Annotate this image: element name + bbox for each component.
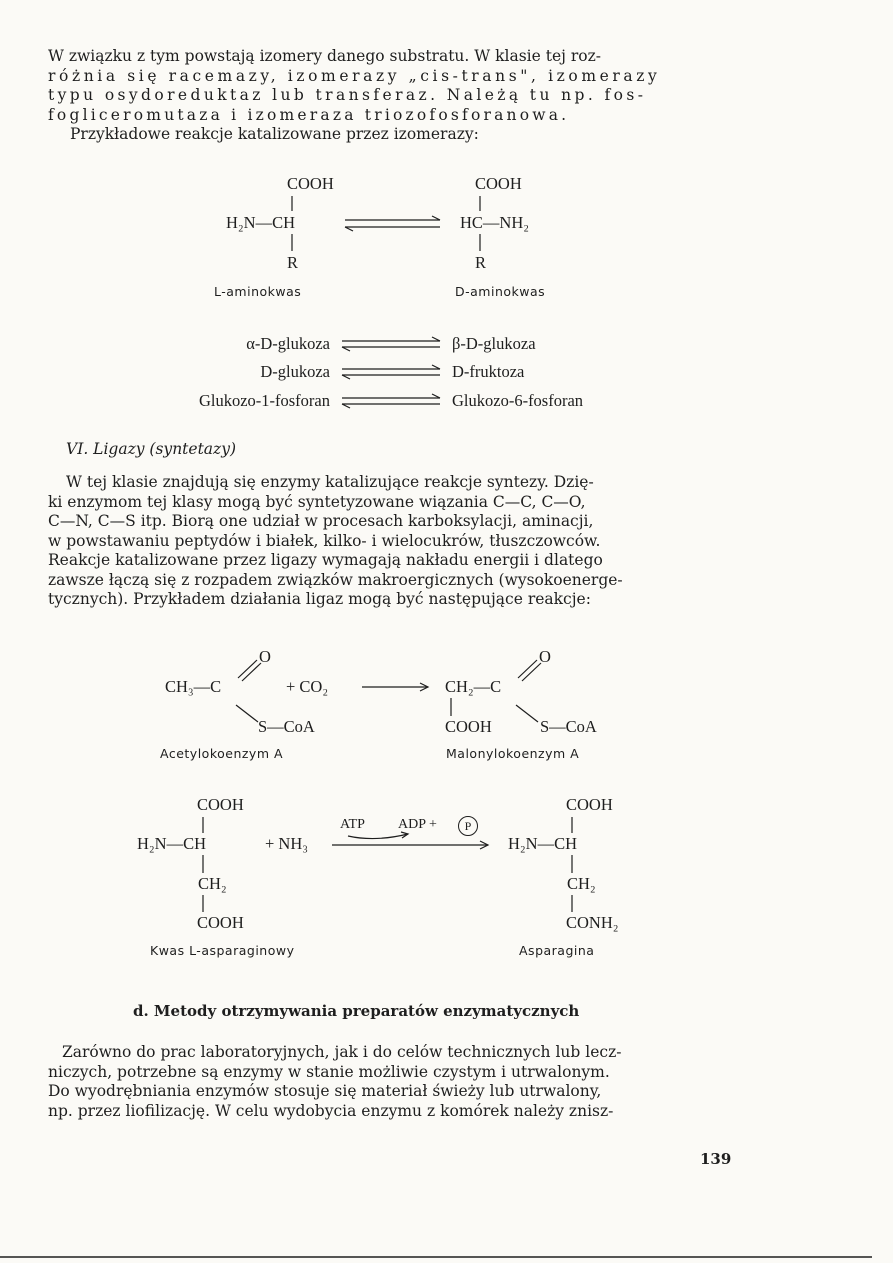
- isomer-right-2: D-fruktoza: [452, 362, 525, 381]
- reaction1-left-mid: H₂N—CH: [226, 213, 296, 232]
- reaction3-left-top: COOH: [197, 795, 244, 814]
- reaction2-left-caption: Acetylokoenzym A: [160, 746, 284, 761]
- reaction2-o-right: O: [539, 647, 551, 666]
- reaction3-left-caption: Kwas L-asparaginowy: [150, 943, 295, 958]
- section-d-line: Zarówno do prac laboratoryjnych, jak i do celów technicznych lub lecz-: [62, 1043, 622, 1061]
- intro-line: fogliceromutaza i izomeraza triozofosforanowa.: [48, 105, 570, 124]
- isomer-right-1: β-D-glukoza: [452, 334, 536, 353]
- reaction1-right-caption: D-aminokwas: [455, 284, 546, 299]
- section-vi-line: w powstawaniu peptydów i białek, kilko- i wielocukrów, tłuszczowców.: [48, 531, 601, 550]
- section-vi-line: tycznych). Przykładem działania ligaz mogą być następujące reakcje:: [48, 590, 591, 608]
- reaction3-left-bot: COOH: [197, 913, 244, 932]
- reaction3-adp: ADP +: [398, 817, 437, 832]
- bond-line: [236, 705, 258, 722]
- reaction2-s-coa-right: S—CoA: [540, 717, 597, 736]
- reaction2-plus-co2: + CO₂: [286, 677, 329, 696]
- section-vi-line: Reakcje katalizowane przez ligazy wymagają nakładu energii i dlatego: [48, 551, 603, 569]
- reaction2-cooh: COOH: [445, 717, 492, 736]
- isomer-left-1: α-D-glukoza: [246, 334, 330, 353]
- page-number: 139: [700, 1150, 732, 1168]
- reaction2-ch2: CH₂—C: [445, 677, 502, 696]
- section-d-line: niczych, potrzebne są enzymy w stanie możliwie czystym i utrwalonym.: [48, 1062, 610, 1081]
- reaction3-right-top: COOH: [566, 795, 613, 814]
- intro-line: Przykładowe reakcje katalizowane przez izomerazy:: [70, 125, 479, 143]
- reaction3-right-mid: H₂N—CH: [508, 834, 578, 853]
- reaction2-right-caption: Malonylokoenzym A: [446, 746, 580, 761]
- reaction3-left-ch2: CH₂: [198, 874, 227, 893]
- section-d-line: np. przez liofilizację. W celu wydobycia enzymu z komórek należy znisz-: [48, 1101, 614, 1120]
- intro-line: różnia się racemazy, izomerazy „cis-trans", izomerazy: [48, 66, 661, 85]
- arrow-head: [345, 227, 353, 231]
- reaction2-ch3: CH₃—C: [165, 677, 222, 696]
- intro-line: W związku z tym powstają izomery danego substratu. W klasie tej roz-: [48, 47, 601, 65]
- reaction1-right-mid: HC—NH₂: [460, 213, 530, 232]
- isomer-left-2: D-glukoza: [260, 362, 330, 381]
- isomer-left-3: Glukozo-1-fosforan: [198, 391, 330, 410]
- section-vi-line: ki enzymom tej klasy mogą być syntetyzowane wiązania C—C, C—O,: [48, 492, 586, 511]
- section-vi-heading: VI. Ligazy (syntetazy): [66, 440, 237, 458]
- reaction1-left-caption: L-aminokwas: [214, 284, 302, 299]
- reaction2-s-coa-left: S—CoA: [258, 717, 315, 736]
- section-vi-line: C—N, C—S itp. Biorą one udział w procesach karboksylacji, aminacji,: [48, 512, 594, 530]
- section-d-line: Do wyodrębniania enzymów stosuje się materiał świeży lub utrwalony,: [48, 1082, 602, 1100]
- reaction2-o-left: O: [259, 647, 271, 666]
- reaction3-plus-nh3: + NH₃: [265, 834, 309, 853]
- intro-line: typu osydoreduktaz lub transferaz. Należą tu np. fos-: [48, 86, 647, 104]
- reaction1-right-top: COOH: [475, 174, 522, 193]
- reaction3-right-ch2: CH₂: [567, 874, 596, 893]
- section-vi-line: zawsze łączą się z rozpadem związków makroergicznych (wysokoenerge-: [48, 570, 623, 589]
- reaction3-left-mid: H₂N—CH: [137, 834, 207, 853]
- reaction1-right-bot: R: [475, 253, 487, 272]
- reaction1-left-bot: R: [287, 253, 299, 272]
- bond-line: [516, 705, 538, 722]
- section-d-heading: d. Metody otrzymywania preparatów enzymatycznych: [133, 1002, 580, 1020]
- isomer-right-3: Glukozo-6-fosforan: [452, 391, 584, 410]
- reaction3-right-bot: CONH₂: [566, 913, 619, 932]
- reaction1-left-top: COOH: [287, 174, 334, 193]
- cofactor-curve: [348, 834, 408, 839]
- reaction3-right-caption: Asparagina: [519, 943, 595, 958]
- section-vi-line: W tej klasie znajdują się enzymy katalizujące reakcje syntezy. Dzię-: [66, 473, 594, 491]
- reaction3-phosphate: P: [458, 816, 478, 836]
- reaction3-atp: ATP: [340, 817, 365, 832]
